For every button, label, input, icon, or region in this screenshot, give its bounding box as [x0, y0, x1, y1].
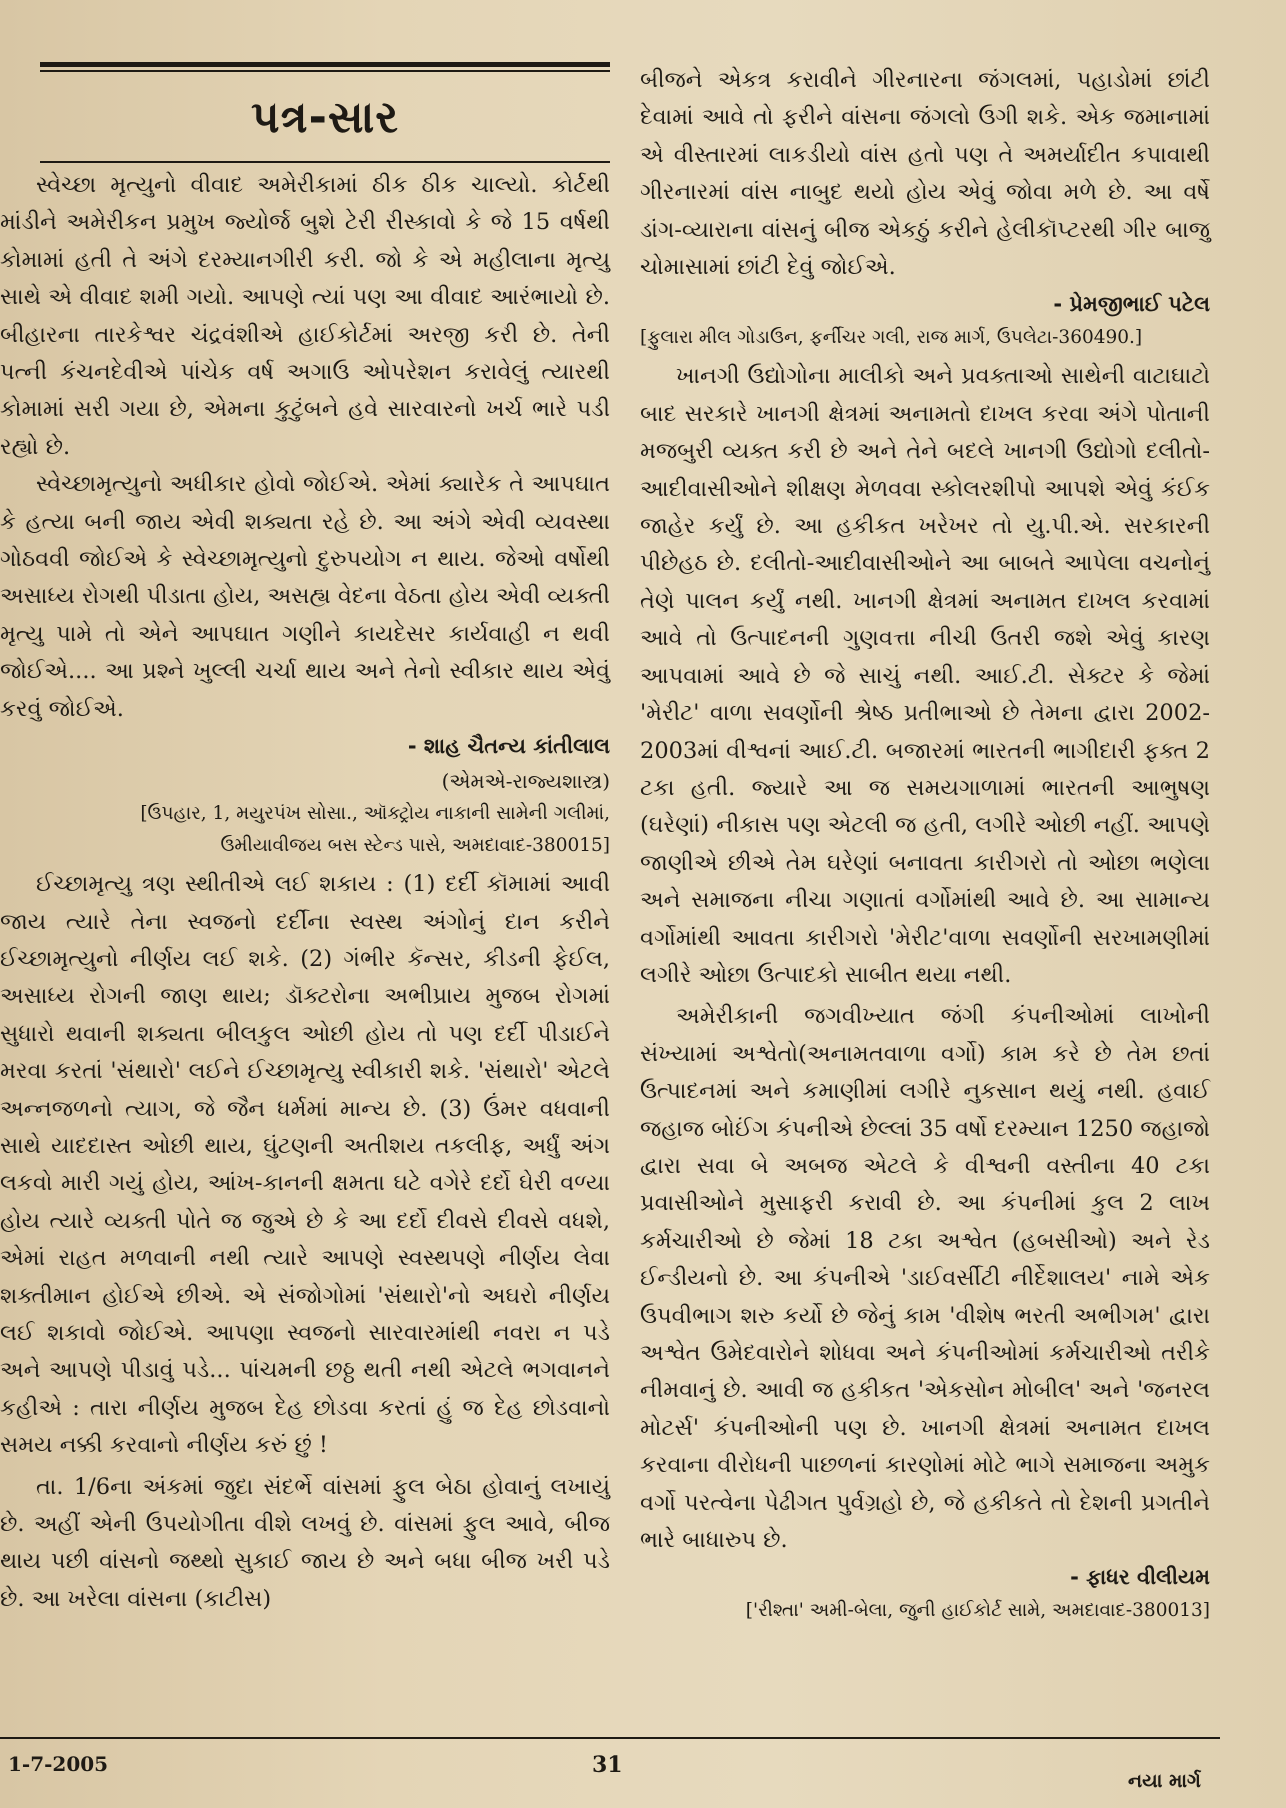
letter2-paragraph: ઈચ્છામૃત્યુ ત્રણ સ્થીતીએ લઈ શકાય : (1) દર્દી કૉમામાં આવી જાય ત્યારે તેના સ્વજનો દર્દીના સ્વસ્થ અંગોનું દાન કરીને ઈચ્છામૃત્યુનો નીર્ણય લઈ શકે. (2) ગંભીર કૅન્સર, કીડની ફેઈલ, અસાધ્ય રોગની જાણ થાય; ડૉક્ટરોના અભીપ્રાય મુજબ રોગમાં સુધારો થવાની શક્યતા બીલકુલ ઓછી હોય તો પણ દર્દી પીડાઈને મરવા કરતાં 'સંથારો' લઈને ઈચ્છામૃત્યુ સ્વીકારી શકે. 'સંથારો' એટલે અન્નજળનો ત્યાગ, જે જૈન ધર્મમાં માન્ય છે. (3) ઉંમર વધવાની સાથે યાદદાસ્ત ઓછી થાય, ઘુંટણની અતીશય તકલીફ, અર્ધું અંગ લકવો મારી ગયું હોય, આંખ-કાનની ક્ષમતા ઘટે વગેરે દર્દો ઘેરી વળ્યા હોય ત્યારે વ્યક્તી પોતે જ જુએ છે કે આ દર્દો દીવસે દીવસે વધશે, એમાં રાહત મળવાની નથી ત્યારે આપણે સ્વસ્થપણે નીર્ણય લેવા શક્તીમાન હોઈએ છીએ. એ સંજોગોમાં 'સંથારો'નો અઘરો નીર્ણય લઈ શકાવો જોઈએ. આપણા સ્વજનો સારવારમાંથી નવરા ન પડે અને આપણે પીડાવું પડે... પાંચમની છઠ્ઠ થતી નથી એટલે ભગવાનને કહીએ : તારા નીર્ણય મુજબ દેહ છોડવા કરતાં હું જ દેહ છોડવાનો સમય નક્કી કરવાનો નીર્ણય કરું છું ! [0, 871, 610, 1459]
letter1-signature: - શાહ ચૈતન્ય કાંતીલાલ [407, 734, 610, 759]
letter1-paragraph-1: સ્વેચ્છા મૃત્યુનો વીવાદ અમેરીકામાં ઠીક ઠીક ચાલ્યો. કોર્ટથી માંડીને અમેરીકન પ્રમુખ જ્યોર્જ બુશે ટેરી રીસ્કાવો કે જે 15 વર્ષથી કોમામાં હતી તે અંગે દરમ્યાનગીરી કરી. જો કે એ મહીલાના મૃત્યુ સાથે એ વીવાદ શમી ગયો. આપણે ત્યાં પણ આ વીવાદ આરંભાયો છે. બીહારના તારકેશ્વર ચંદ્રવંશીએ હાઈકોર્ટમાં અરજી કરી છે. તેની પત્ની કંચનદેવીએ પાંચેક વર્ષ અગાઉ ઓપરેશન કરાવેલું ત્યારથી કોમામાં સરી ગયા છે, એમના કુટુંબને હવે સારવારનો ખર્ચ ભારે પડી રહ્યો છે. [0, 172, 610, 460]
issue-date: 1-7-2005 [8, 1752, 109, 1776]
header-rule-thick [40, 62, 610, 67]
letter1-address-line1: [ઉપહાર, 1, મયુરપંખ સોસા., ઑક્ટ્રોય નાકાની સામેની ગલીમાં, [140, 803, 610, 825]
letter3-paragraph-start: તા. 1/6ના અંકમાં જુદા સંદર્ભે વાંસમાં ફુલ બેઠા હોવાનું લખાયું છે. અહીં એની ઉપયોગીતા વીશે લખવું છે. વાંસમાં ફુલ આવે, બીજ થાય પછી વાંસનો જથ્થો સુકાઈ જાય છે અને બધા બીજ ખરી પડે છે. આ ખરેલા વાંસના (કાટીસ) [0, 1473, 610, 1612]
letter4-paragraph-1: ખાનગી ઉદ્યોગોના માલીકો અને પ્રવક્તાઓ સાથેની વાટાઘાટો બાદ સરકારે ખાનગી ક્ષેત્રમાં અનામતો દાખલ કરવા અંગે પોતાની મજબુરી વ્યક્ત કરી છે અને તેને બદલે ખાનગી ઉદ્યોગો દલીતો-આદીવાસીઓને શીક્ષણ મેળવવા સ્કોલરશીપો આપશે એવું કંઈક જાહેર કર્યું છે. આ હકીકત ખરેખર તો યુ.પી.એ. સરકારની પીછેહઠ છે. દલીતો-આદીવાસીઓને આ બાબતે આપેલા વચનોનું તેણે પાલન કર્યું નથી. ખાનગી ક્ષેત્રમાં અનામત દાખલ કરવામાં આવે તો ઉત્પાદનની ગુણવત્તા નીચી ઉતરી જશે એવું કારણ આપવામાં આવે છે જે સાચું નથી. આઈ.ટી. સેક્ટર કે જેમાં 'મેરીટ' વાળા સવર્ણોની શ્રેષ્ઠ પ્રતીભાઓ છે તેમના દ્વારા 2002-2003માં વીશ્વનાં આઈ.ટી. બજારમાં ભારતની ભાગીદારી ફક્ત 2 ટકા હતી. જ્યારે આ જ સમયગાળામાં ભારતની આભુષણ (ઘરેણાં) નીકાસ પણ એટલી જ હતી, લગીરે ઓછી નહીં. આપણે જાણીએ છીએ તેમ ઘરેણાં બનાવતા કારીગરો તો ઓછા ભણેલા અને સમાજના નીચા ગણાતાં વર્ગોમાંથી આવે છે. આ સામાન્ય વર્ગોમાંથી આવતા કારીગરો 'મેરીટ'વાળા સવર્ણોની સરખામણીમાં લગીરે ઓછા ઉત્પાદકો સાબીત થયા નથી. [640, 363, 1210, 988]
letter1-qualification: (એમએ-રાજ્યશાસ્ત્ર) [441, 769, 610, 794]
left-column [0, 62, 610, 1618]
letter1-paragraph-2: સ્વેચ્છામૃત્યુનો અધીકાર હોવો જોઈએ. એમાં ક્યારેક તે આપઘાત કે હત્યા બની જાય એવી શક્યતા રહે છે. આ અંગે એવી વ્યવસ્થા ગોઠવવી જોઈએ કે સ્વેચ્છામૃત્યુનો દુરુપયોગ ન થાય. જેઓ વર્ષોથી અસાધ્ય રોગથી પીડાતા હોય, અસહ્ય વેદના વેઠતા હોય એવી વ્યક્તી મૃત્યુ પામે તો એને આપઘાત ગણીને કાયદેસર કાર્યવાહી ન થવી જોઈએ.... આ પ્રશ્ને ખુલ્લી ચર્ચા થાય અને તેનો સ્વીકાર થાય એવું કરવું જોઈએ. [0, 471, 610, 722]
page-number: 31 [592, 1752, 623, 1778]
magazine-name: નયા માર્ગ [1128, 1770, 1201, 1792]
letter4-signature: - ફાધર વીલીયમ [1070, 1565, 1210, 1590]
letter3-address: [ફુલારા મીલ ગોડાઉન, ફર્નીચર ગલી, રાજ માર્ગ, ઉપલેટા-360490.] [640, 327, 1143, 349]
footer-rule [0, 1737, 1220, 1739]
letter3-paragraph-continued: બીજને એકત્ર કરાવીને ગીરનારના જંગલમાં, પહાડોમાં છાંટી દેવામાં આવે તો ફરીને વાંસના જંગલો ઉગી શકે. એક જમાનામાં એ વીસ્તારમાં લાકડીયો વાંસ હતો પણ તે અમર્યાદીત કપાવાથી ગીરનારમાં વાંસ નાબુદ થયો હોય એવું જોવા મળે છે. આ વર્ષે ડાંગ-વ્યારાના વાંસનું બીજ એકઠું કરીને હેલીકૉપ્ટરથી ગીર બાજુ ચોમાસામાં છાંટી દેવું જોઈએ. [640, 67, 1210, 281]
letter3-signature: - પ્રેમજીભાઈ પટેલ [1053, 292, 1210, 317]
letter4-paragraph-2: અમેરીકાની જગવીખ્યાત જંગી કંપનીઓમાં લાખોની સંખ્યામાં અશ્વેતો(અનામતવાળા વર્ગો) કામ કરે છે તેમ છતાં ઉત્પાદનમાં અને કમાણીમાં લગીરે નુકસાન થયું નથી. હવાઈ જહાજ બોઈંગ કંપનીએ છેલ્લાં 35 વર્ષો દરમ્યાન 1250 જહાજો દ્વારા સવા બે અબજ એટલે કે વીશ્વની વસ્તીના 40 ટકા પ્રવાસીઓને મુસાફરી કરાવી છે. આ કંપનીમાં કુલ 2 લાખ કર્મચારીઓ છે જેમાં 18 ટકા અશ્વેત (હબસીઓ) અને રેડ ઈન્ડીયનો છે. આ કંપનીએ 'ડાઈવર્સીટી નીર્દેશાલય' નામે એક ઉપવીભાગ શરુ કર્યો છે જેનું કામ 'વીશેષ ભરતી અભીગમ' દ્વારા અશ્વેત ઉમેદવારોને શોધવા અને કંપનીઓમાં કર્મચારીઓ તરીકે નીમવાનું છે. આવી જ હકીકત 'એકસોન મોબીલ' અને 'જનરલ મોટર્સ' કંપનીઓની પણ છે. ખાનગી ક્ષેત્રમાં અનામત દાખલ કરવાના વીરોધની પાછળનાં કારણોમાં મોટે ભાગે સમાજના અમુક વર્ગો પરત્વેના પેઢીગત પુર્વગ્રહો છે, જે હકીકતે તો દેશની પ્રગતીને ભારે બાધારુપ છે. [640, 1003, 1211, 1554]
header-rule-thin [40, 70, 610, 72]
letter4-address: ['રીશ્તા' અમી-બેલા, જુની હાઈકોર્ટ સામે, અમદાવાદ-380013] [745, 1600, 1210, 1622]
section-heading: પત્ર-સાર [250, 92, 400, 143]
right-column [640, 62, 1210, 1627]
letter1-address-line2: ઉમીયાવીજય બસ સ્ટેન્ડ પાસે, અમદાવાદ-380015] [220, 835, 610, 857]
